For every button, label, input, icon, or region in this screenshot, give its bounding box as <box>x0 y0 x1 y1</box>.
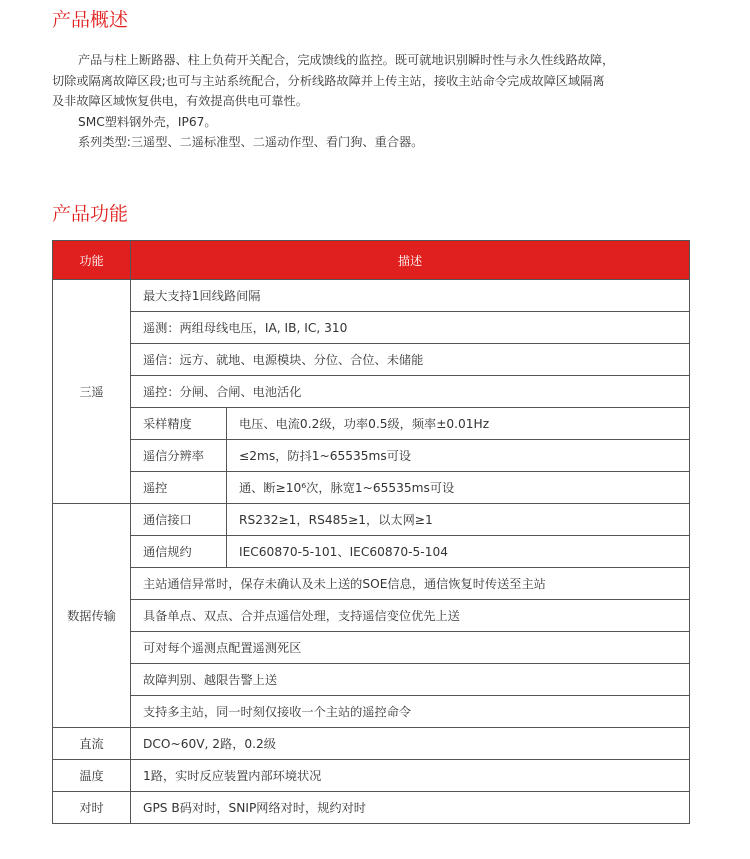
sub-label: 通信接口 <box>131 504 227 536</box>
table-cell: 具备单点、双点、合并点遥信处理，支持遥信变位优先上送 <box>131 600 690 632</box>
sub-label: 采样精度 <box>131 408 227 440</box>
table-row <box>53 600 690 632</box>
table-cell: 故障判别、越限告警上送 <box>131 664 690 696</box>
table-cell: 可对每个遥测点配置遥测死区 <box>131 632 690 664</box>
sub-value: ≤2ms，防抖1~65535ms可设 <box>227 440 690 472</box>
table-row <box>53 536 690 568</box>
table-row <box>53 408 690 440</box>
overview-line: 及非故障区域恢复供电，有效提高供电可靠性。 <box>52 94 308 108</box>
table-row <box>53 472 690 504</box>
table-cell: 支持多主站，同一时刻仅接收一个主站的遥控命令 <box>131 696 690 728</box>
category-temperature: 温度 <box>53 760 131 792</box>
sub-value: 通、断≥10⁶次，脉宽1~65535ms可设 <box>227 472 690 504</box>
overview-text <box>52 50 696 153</box>
overview-line: SMC塑料钢外壳，IP67。 <box>78 114 217 129</box>
table-row <box>53 696 690 728</box>
table-cell: 主站通信异常时，保存未确认及未上送的SOE信息，通信恢复时传送至主站 <box>131 568 690 600</box>
table-cell: DCO~60V, 2路，0.2级 <box>131 728 690 760</box>
table-row <box>53 376 690 408</box>
table-row <box>53 760 690 792</box>
sub-value: 电压、电流0.2级，功率0.5级，频率±0.01Hz <box>227 408 690 440</box>
functions-table <box>52 240 690 824</box>
header-description: 描述 <box>131 241 690 280</box>
overview-line: 切除或隔离故障区段;也可与主站系统配合，分析线路故障并上传主站，接收主站命令完成故障区域隔离 <box>52 73 605 88</box>
sub-label: 通信规约 <box>131 536 227 568</box>
table-cell: GPS B码对时，SNIP网络对时，规约对时 <box>131 792 690 824</box>
sub-label: 遥控 <box>131 472 227 504</box>
functions-title: 产品功能 <box>52 203 129 225</box>
overview-title: 产品概述 <box>52 9 129 31</box>
table-cell: 最大支持1回线路间隔 <box>131 280 690 312</box>
table-row <box>53 504 690 536</box>
table-row <box>53 312 690 344</box>
sub-value: RS232≥1，RS485≥1，以太网≥1 <box>227 504 690 536</box>
sub-value: IEC60870-5-101、IEC60870-5-104 <box>227 536 690 568</box>
table-cell: 遥信：远方、就地、电源模块、分位、合位、未储能 <box>131 344 690 376</box>
table-row <box>53 792 690 824</box>
table-cell: 遥测：两组母线电压，IA, IB, IC, 310 <box>131 312 690 344</box>
category-data-transfer: 数据传输 <box>53 504 131 728</box>
overview-line: 产品与柱上断路器、柱上负荷开关配合，完成馈线的监控。既可就地识别瞬时性与永久性线路故障， <box>78 53 615 67</box>
table-cell: 1路，实时反应装置内部环境状况 <box>131 760 690 792</box>
category-time-sync: 对时 <box>53 792 131 824</box>
table-row <box>53 664 690 696</box>
category-dc: 直流 <box>53 728 131 760</box>
table-row <box>53 280 690 312</box>
table-row <box>53 568 690 600</box>
table-row <box>53 632 690 664</box>
table-row <box>53 344 690 376</box>
overview-line: 系列类型:三遥型、二遥标准型、二遥动作型、看门狗、重合器。 <box>78 135 424 149</box>
table-header-row <box>53 241 690 280</box>
table-cell: 遥控：分闸、合闸、电池活化 <box>131 376 690 408</box>
sub-label: 遥信分辨率 <box>131 440 227 472</box>
header-function: 功能 <box>53 241 131 280</box>
table-row <box>53 440 690 472</box>
category-sanyao: 三遥 <box>53 280 131 504</box>
table-row <box>53 728 690 760</box>
